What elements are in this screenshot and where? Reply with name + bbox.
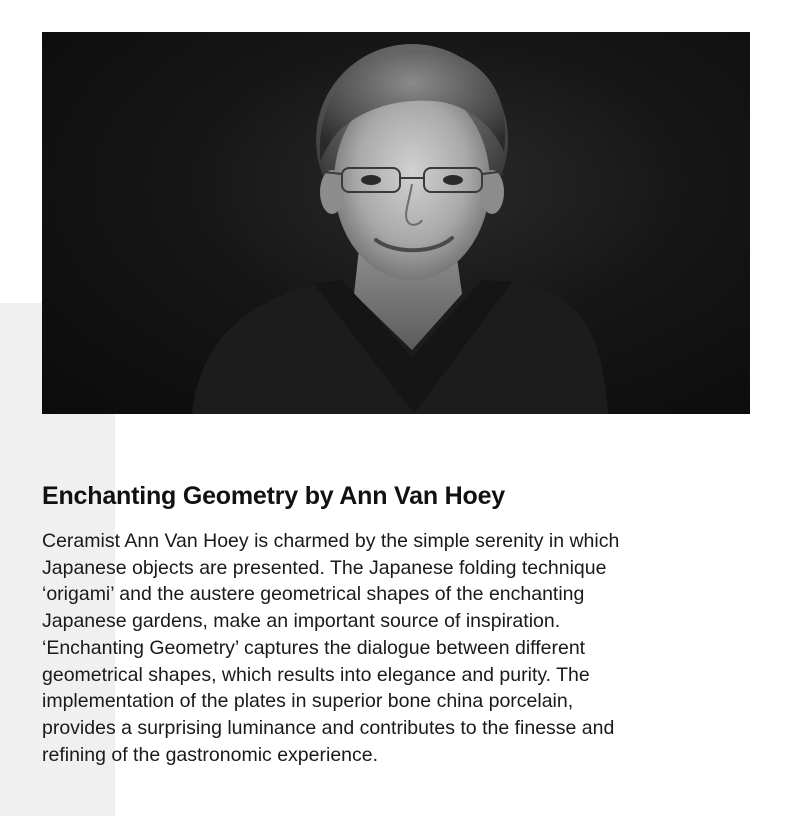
article [42, 478, 652, 768]
portrait-illustration [42, 32, 750, 414]
article-title: Enchanting Geometry by Ann Van Hoey [42, 482, 505, 510]
article-body: Ceramist Ann Van Hoey is charmed by the simple serenity in which Japanese objects are presented. The Japanese folding technique ‘origami’ and the austere geometrical shapes of the enchanting Japanese gardens, make an important source of inspiration. ‘Enchanting Geometry’ captures the dialogue between different geometrical shapes, which results into elegance and purity. The implementation of the plates in superior bone china porcelain, provides a surprising luminance and contributes to the finesse and refining of the gastronomic experience. [42, 530, 620, 766]
portrait-photo [42, 32, 750, 414]
